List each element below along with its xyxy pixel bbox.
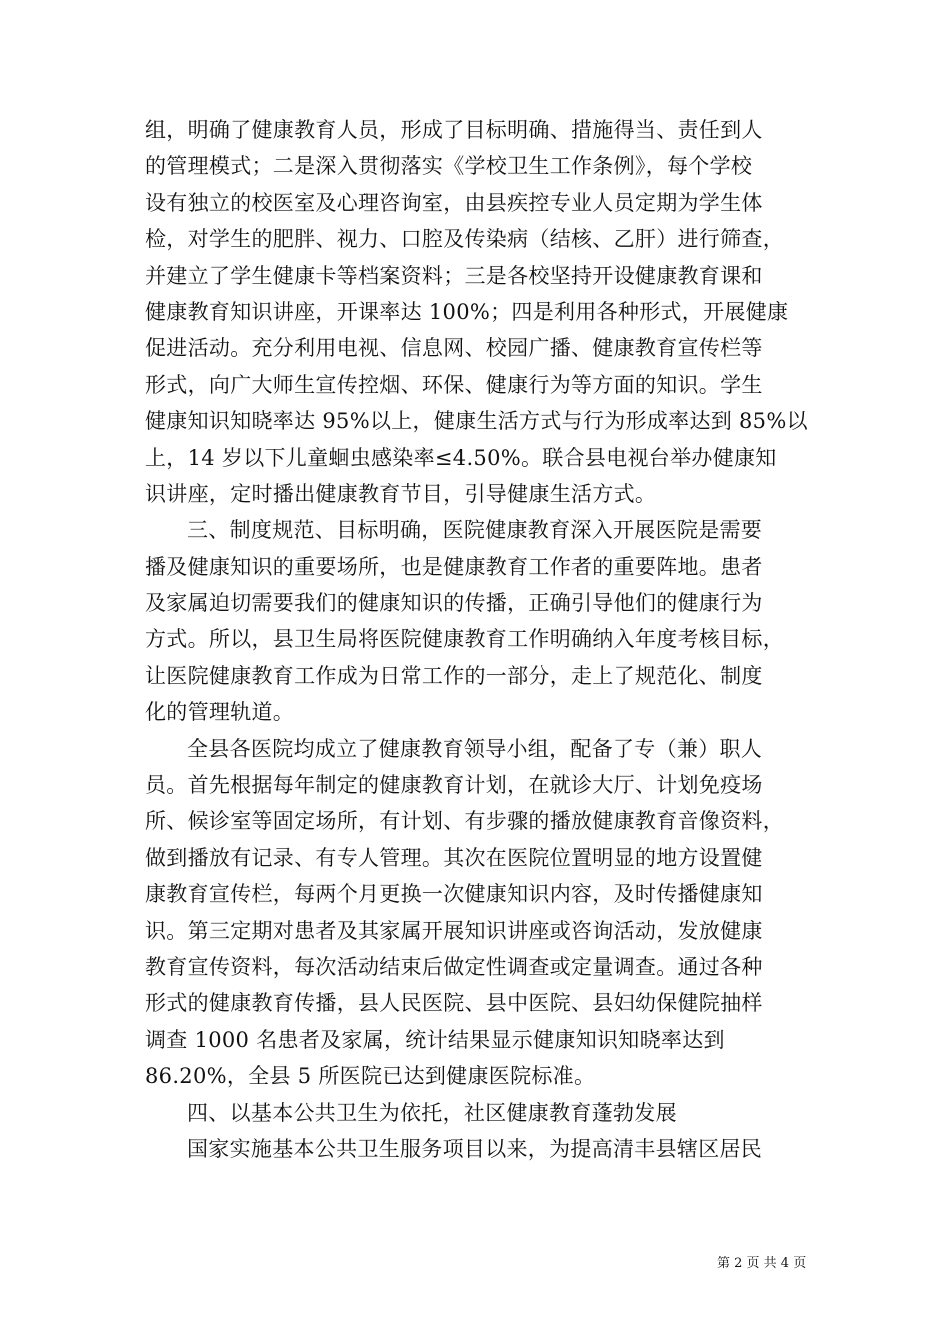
section-heading-line: 三、制度规范、目标明确，医院健康教育深入开展医院是需要 [187,518,763,543]
section-heading-line: 四、以基本公共卫生为依托，社区健康教育蓬勃发展 [187,1100,677,1125]
text-line: 形式，向广大师生宣传控烟、环保、健康行为等方面的知识。学生 [145,372,763,397]
text-line: 做到播放有记录、有专人管理。其次在医院位置明显的地方设置健 [145,845,763,870]
text-line: 促进活动。充分利用电视、信息网、校园广播、健康教育宣传栏等 [145,336,763,361]
text-line: 方式。所以，县卫生局将医院健康教育工作明确纳入年度考核目标， [145,627,784,652]
page-number-footer: 第 2 页 共 4 页 [717,1256,807,1271]
text-line: 检，对学生的肥胖、视力、口腔及传染病（结核、乙肝）进行筛查， [145,227,784,252]
text-line: 化的管理轨道。 [145,700,295,725]
text-line: 教育宣传资料，每次活动结束后做定性调查或定量调查。通过各种 [145,954,763,979]
text-line: 调查 1000 名患者及家属，统计结果显示健康知识知晓率达到 [145,1027,725,1052]
text-line: 所、候诊室等固定场所，有计划、有步骤的播放健康教育音像资料， [145,809,784,834]
text-line: 员。首先根据每年制定的健康教育计划，在就诊大厅、计划免疫场 [145,773,763,798]
document-body [145,112,810,1167]
text-line: 让医院健康教育工作成为日常工作的一部分，走上了规范化、制度 [145,663,763,688]
text-line: 上，14 岁以下儿童蛔虫感染率≤4.50%。联合县电视台举办健康知 [145,445,777,470]
text-line: 并建立了学生健康卡等档案资料；三是各校坚持开设健康教育课和 [145,263,763,288]
text-line: 健康知识知晓率达 95%以上，健康生活方式与行为形成率达到 85%以 [145,409,808,434]
text-line: 形式的健康教育传播，县人民医院、县中医院、县妇幼保健院抽样 [145,991,763,1016]
text-line: 设有独立的校医室及心理咨询室，由县疾控专业人员定期为学生体 [145,190,763,215]
text-line: 86.20%，全县 5 所医院已达到健康医院标准。 [145,1064,596,1089]
text-line: 组，明确了健康教育人员，形成了目标明确、措施得当、责任到人 [145,118,763,142]
text-line: 识讲座，定时播出健康教育节目，引导健康生活方式。 [145,481,657,506]
text-line: 及家属迫切需要我们的健康知识的传播，正确引导他们的健康行为 [145,591,763,616]
text-line: 健康教育知识讲座，开课率达 100%；四是利用各种形式，开展健康 [145,299,789,324]
text-line: 识。第三定期对患者及其家属开展知识讲座或咨询活动，发放健康 [145,918,763,943]
paragraph-start-line: 国家实施基本公共卫生服务项目以来，为提高清丰县辖区居民 [187,1136,763,1161]
text-line: 康教育宣传栏，每两个月更换一次健康知识内容，及时传播健康知 [145,882,763,907]
text-line: 的管理模式；二是深入贯彻落实《学校卫生工作条例》，每个学校 [145,154,753,179]
paragraph-start-line: 全县各医院均成立了健康教育领导小组，配备了专（兼）职人 [187,736,763,761]
text-line: 播及健康知识的重要场所，也是健康教育工作者的重要阵地。患者 [145,554,763,579]
